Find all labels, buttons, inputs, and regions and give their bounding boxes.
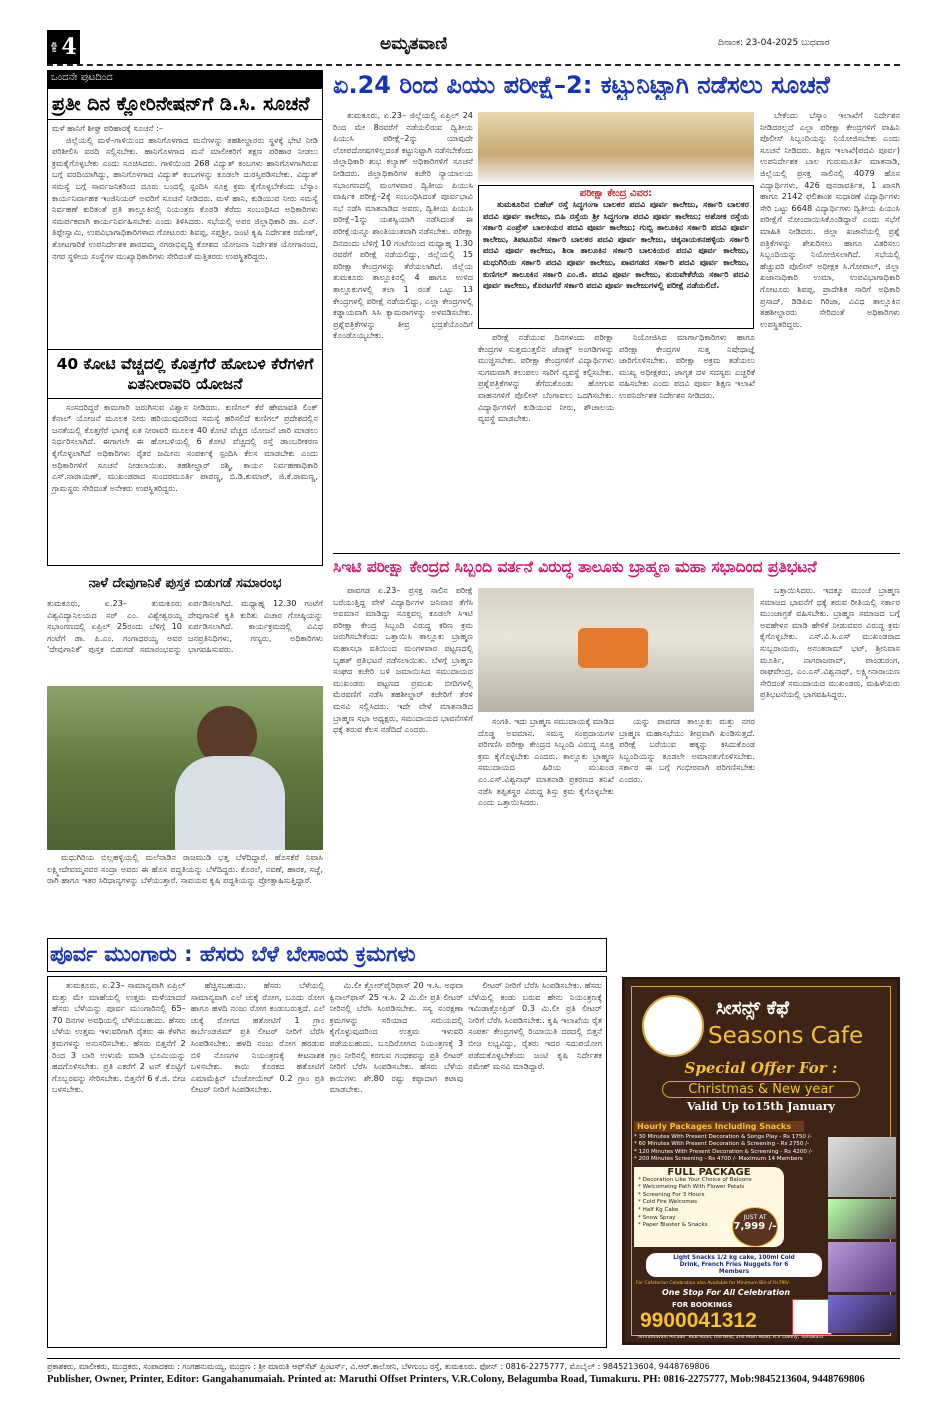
- masthead: ಅಮೃತವಾಣಿ: [380, 34, 448, 54]
- headline-book-release: ನಾಳೆ ದೇವುಗಾನಿಕೆ ಪುಸ್ತಕ ಬಿಡುಗಡೆ ಸಮಾರಂಭ: [88, 576, 282, 591]
- header-divider: [47, 64, 900, 66]
- full-package-item: * Screening For 3 Hours: [638, 1191, 705, 1198]
- hourly-package: * 60 Minutes With Present Decoration & Screening - Rs 2750 /-: [634, 1141, 810, 1148]
- article-body-chlorination: ಜಿಲ್ಲೆಯಲ್ಲಿ ಮಳೆ–ಗಾಳಿಯಿಂದ ಹಾನಿಗೊಳಗಾದ ಮನೆಗಳನ್ನು ತಹಶೀಲ್ದಾರರು ಸ್ಥಳಕ್ಕೆ ಭೇಟಿ ನೀಡಿ ಪರಿಶೀಲಿಸಿ ವರದಿ ಸಲ್ಲಿಸಬೇಕು. ಹಾನಿಗೊಳಗಾದ ಮನೆ ಮಾಲೀಕರಿಗೆ ತಕ್ಷಣ ಪರಿಹಾರ ನೀಡಲು ಕ್ರಮಕೈಗೊಳ್ಳಬೇಕು ಎಂದು ಸೂಚಿಸಿದರು. ಗಾಳಿಯಿಂದ 268 ವಿದ್ಯುತ್ ಕಂಬಗಳು ಹಾನಿಗೊಳಗಾಗಿರುವ ಬಗ್ಗೆ ವರದಿಯಾಗಿದ್ದು, ಹಾನಿಗೊಳಗಾದ ವಿದ್ಯುತ್ ಕಂಬಗಳನ್ನು ಕೂಡಲೇ ದುರಸ್ತಿಪಡಿಸಬೇಕು. ವಿದ್ಯುತ್ ಸಮಸ್ಯೆ ಬಗ್ಗೆ ಸಾರ್ವಜನಿಕರಿಂದ ದೂರು ಬಂದಲ್ಲಿ ಸ್ಪಂದಿಸಿ ಸೂಕ್ತ ಕ್ರಮ ಕೈಗೊಳ್ಳಬೇಕೆಂದು ಬೆಸ್ಕಾಂ ಕಾರ್ಯನಿರ್ವಾಹಕ ಇಂಜಿನಿಯರ್ ಅವರಿಗೆ ಸೂಚನೆ ನೀಡಿದರು. ಮಳೆ ಹಾನಿ, ಕುಡಿಯುವ ನೀರು ಸಮಸ್ಯೆ ನಿರ್ವಹಣೆ ಕುರಿತಂತೆ ಪ್ರತಿ ತಾಲ್ಲೂಕಿನಲ್ಲಿ ನಿಯಂತ್ರಣ ಕೊಠಡಿ ತೆರೆದು ಸಂಬಂಧಿಸಿದ ಅಧಿಕಾರಿಗಳು ಸಮರ್ಪಕವಾಗಿ ಕಾರ್ಯನಿರ್ವಹಿಸಬೇಕು ಎಂದು ತಿಳಿಸಿದರು. ಸಭೆಯಲ್ಲಿ ಅಪರ ಜಿಲ್ಲಾಧಿಕಾರಿ ಡಾ. ಎನ್. ತಿಪ್ಪೇಸ್ವಾಮಿ, ಉಪವಿಭಾಗಾಧಿಕಾರಿಗಳಾದ ಗೋಟೂರು ಶಿವಪ್ಪ, ಸಪ್ತಶ್ರೀ, ಜಂಟಿ ಕೃಷಿ ನಿರ್ದೇಶಕ ರಮೇಶ್, ತೋಟಗಾರಿಕೆ ಉಪನಿರ್ದೇಶಕ ಶಾರದಮ್ಮ ನಗರಾಭಿವೃದ್ಧಿ ಕೋಶದ ಯೋಜನಾ ನಿರ್ದೇಶಕ ಯೋಗಾನಂದ, ನಗರ ಸ್ಥಳೀಯ ಸಂಸ್ಥೆಗಳ ಮುಖ್ಯಾಧಿಕಾರಿಗಳು ಸೇರಿದಂತೆ ಮತ್ತಿತರರು ಉಪಸ್ಥಿತರಿದ್ದರು.: [52, 134, 318, 261]
- just-at-label: JUST AT: [743, 1214, 767, 1221]
- photo-protest: [478, 588, 754, 712]
- caption-title: ಪರೀಕ್ಷಾ ಕೇಂದ್ರ ವಿವರ:: [579, 188, 653, 199]
- article-body-irrigation: ಸಂಸದರಿದ್ದರೆ ಕಾಮಗಾರಿ ಜರುಗಿಸುವ ವಿಶ್ವಾಸ ನೀಡಿದರು. ಕುಣಿಗಲ್ ಕೆರೆ ಹೇಮಾವತಿ ಲಿಂಕ್ ಕೆನಾಲ್ ಯೋಜನೆ ಮೂಲಕ ನೀರು ಹರಿಯುವುದರಿಂದ ಸಮಸ್ಯೆ ಹರಿಸಲಿದೆ ಕುಣಿಗಲ್ ಪ್ರದೇಶದಲ್ಲಿನ ಜನತೆಯಲ್ಲಿ ಕೊತ್ತಗೆರೆ ಭಾಗಕ್ಕೆ ಏತ ನೀರಾವರಿ ಮೂಲಕ 40 ಕೋಟಿ ವೆಚ್ಚದ ಯೋಜನೆ ಜಾರಿ ಮಾಡಲು ನಿರ್ಧರಿಸಲಾಗಿದೆ. ಈಗಾಗಲೇ ಈ ಹೋಬಳಿಯಲ್ಲಿ 6 ಕೋಟಿ ವೆಚ್ಚದಲ್ಲಿ ರಸ್ತೆ ಡಾಂಬರೀಕರಣ ಕೈಗೊಳ್ಳಲಾಗಿದೆ ಅಧಿಕಾರಿಗಳು ರೈತರ ಜಮೀನು ಸಂಪರ್ಕಕ್ಕೆ ಸ್ಪಂದಿಸಿ ಕೆಲಸ ಮಾಡಬೇಕು ಎಂದು ಅಧಿಕಾರಿಗಳಿಗೆ ಸೂಚನೆ ನೀಡಲಾಯಿತು. ತಹಶೀಲ್ದಾರ್ ರಶ್ಮಿ, ಕಾರ್ಯ ನಿರ್ವಹಣಾಧಿಕಾರಿ ಎಸ್.ನಾರಾಯಣ್, ಮುಖಂಡರಾದ ಸುಂದರಮೂರ್ತಿ ಪಾಪಣ್ಣ, ಬಿ.ಡಿ.ಕುಮಾರ್, ಜಿ.ಕೆ.ರಾಮಣ್ಣ, ಗ್ರಾಮಸ್ಥರು ಸೇರಿದಂತೆ ಅನೇಕರು ಉಪಸ್ಥಿತರಿದ್ದರು.: [52, 401, 318, 493]
- page-label: ಪುಟ: [50, 41, 60, 53]
- photo-exam-meeting: [478, 112, 754, 182]
- caption-body: ತುಮಕೂರಿನ ಬಿಹೆಚ್ ರಸ್ತೆ ಸಿದ್ಧಗಂಗಾ ಬಾಲಕರ ಪದವಿ ಪೂರ್ವ ಕಾಲೇಜು, ಸರ್ಕಾರಿ ಬಾಲಕರ ಪದವಿ ಪೂರ್ವ ಕಾಲೇಜು, ಬಿಹಿ ರಸ್ತೆಯ ಶ್ರೀ ಸಿದ್ಧಗಂಗಾ ಪದವಿ ಪೂರ್ವ ಕಾಲೇಜು; ಅಶೋಕ ರಸ್ತೆಯ ಸರ್ಕಾರಿ ಎಂಪ್ರೆಸ್ ಬಾಲಕಿಯರ ಪದವಿ ಪೂರ್ವ ಕಾಲೇಜು; ಗುಬ್ಬಿ ತಾಲೂಕಿನ ಸರ್ಕಾರಿ ಪದವಿ ಪೂರ್ವ ಕಾಲೇಜು, ತಿಪಟೂರಿನ ಸರ್ಕಾರಿ ಬಾಲಕರ ಪದವಿ ಪೂರ್ವ ಕಾಲೇಜು, ಚಿಕ್ಕನಾಯಕನಹಳ್ಳಿಯ ಸರ್ಕಾರಿ ಪದವಿ ಪೂರ್ವ ಕಾಲೇಜು, ಶಿರಾ ತಾಲೂಕಿನ ಸರ್ಕಾರಿ ಬಾಲಕಿಯರ ಪದವಿ ಪೂರ್ವ ಕಾಲೇಜು, ಮಧುಗಿರಿಯ ಸರ್ಕಾರಿ ಪದವಿ ಪೂರ್ವ ಕಾಲೇಜು, ಪಾವಗಡದ ಸರ್ಕಾರಿ ಪದವಿ ಪೂರ್ವ ಕಾಲೇಜು, ಕುಣಿಗಲ್ ತಾಲೂಕಿನ ಸರ್ಕಾರಿ ಎಂ.ಜಿ. ಪದವಿ ಪೂರ್ವ ಕಾಲೇಜು, ತುರುವೇಕೆರೆಯ ಸರ್ಕಾರಿ ಪದವಿ ಪೂರ್ವ ಕಾಲೇಜು, ಕೊರಟಗೆರೆ ಸರ್ಕಾರಿ ಪದವಿ ಪೂರ್ವ ಕಾಲೇಜುಗಳಲ್ಲಿ ಪರೀಕ್ಷೆ ನಡೆಯಲಿದೆ.: [483, 199, 749, 291]
- article-body-pu-exam-col2b: ನಿಯೋಜಿಸಿದ ಮಾರ್ಗಾಧಿಕಾರಿಗಳು ಹಾಗೂ ಪರೀಕ್ಷಾ ಕೇಂದ್ರಗಳ ಸುತ್ತ ನಿಷೇಧಾಜ್ಞೆ ಜಾರಿಗೊಳಿಸಬೇಕು. ಪರೀಕ್ಷಾ ಅಕ್ರಮ ತಡೆಯಲು ಮುಖ್ಯ ಅಧೀಕ್ಷಕರು, ಜಾಗೃತ ದಳ ಸದಸ್ಯರು ಎಚ್ಚರಿಕೆ ವಹಿಸಬೇಕು ಎಂದು ಪದವಿ ಪೂರ್ವ ಶಿಕ್ಷಣ ಇಲಾಖೆ ಉಪನಿರ್ದೇಶಕ ನಿರ್ದೇಶನ ನೀಡಿದರು.: [619, 332, 755, 400]
- photo-caption-farmer: ಮಧುಗಿರಿಯ ಬಿಲ್ಲಹಳ್ಳಿಯಲ್ಲಿ ಮಲೆನಾಡಿನ ರಾಜಮುಡಿ ಭತ್ತ ಬೆಳೆದಿದ್ದಾರೆ. ಹೊಸಕೆರೆ ನಿವಾಸಿ ಲಕ್ಷ್ಮೀದೇವಮ್ಮನವರ ಸಂದ್ರಾ ಅವರು ಈ ಹೊಸ ಪದ್ಧತಿಯನ್ನು ಬೆಳೆದಿದ್ದರು. ಕೊರಲೆ, ನವಣೆ, ಹಾರಕ, ಸಜ್ಜೆ, ರಾಗಿ ಹಾಗೂ ಇತರ ಸಿರಿಧಾನ್ಯಗಳನ್ನು ಬೆಳೆಯುತ್ತಾರೆ. ಸಾವಯವ ಕೃಷಿ ಪದ್ಧತಿಯನ್ನು ಪ್ರೋತ್ಸಾಹಿಸುತ್ತಿದ್ದಾರೆ.: [47, 852, 323, 886]
- headline-chlorination: ಪ್ರತೀ ದಿನ ಕ್ಲೋರಿನೇಷನ್‌ಗೆ ಡಿ.ಸಿ. ಸೂಚನೆ: [48, 89, 322, 120]
- imprint-footer: [47, 1358, 900, 1385]
- article-subhead: ಮಳೆ ಹಾನಿಗೆ ಶೀಘ್ರ ಪರಿಹಾರಕ್ಕೆ ಸೂಚನೆ :–: [52, 123, 163, 133]
- full-package-item: * Welcomeing Path With Flower Petals: [638, 1184, 745, 1191]
- headline-green-gram: ಪೂರ್ವ ಮುಂಗಾರು : ಹೆಸರು ಬೆಳೆ ಬೇಸಾಯ ಕ್ರಮಗಳು: [47, 938, 607, 972]
- ad-photo-arch: [828, 1295, 896, 1333]
- hourly-package: * 30 Minutes With Present Decoration & Songs Play - Rs 1750 /-: [634, 1134, 812, 1140]
- full-package-title: FULL PACKAGE: [667, 1167, 751, 1178]
- photo-farmer-field: [47, 686, 323, 850]
- tagline: One Stop For All Celebration: [662, 1288, 791, 1297]
- issue-date: ದಿನಾಂಕ: 23-04-2025 ಬುಧವಾರ: [718, 38, 830, 48]
- article-body-book-release: ತುಮಕೂರು, ಏ.23– ತುಮಕೂರು ವಿಶ್ವವಿದ್ಯಾನಿಲಯದ ಸರ್ ಎಂ. ವಿಶ್ವೇಶ್ವರಯ್ಯ ಸಭಾಂಗಣದಲ್ಲಿ ಏಪ್ರಿಲ್ 25ರಂದು ಬೆಳಿಗ್ಗೆ 10 ಗಂಟೆಗೆ ಡಾ. ಪಿ.ಎಂ. ಗಂಗಾಧರಯ್ಯ ಅವರ 'ದೇವುಗಾನಿಕೆ' ಪುಸ್ತಕ ಬಿಡುಗಡೆ ಸಮಾರಂಭವನ್ನು ಏರ್ಪಡಿಸಲಾಗಿದೆ. ಮಧ್ಯಾಹ್ನ 12.30 ಗಂಟೆಗೆ ದೇವುಗಾನಿಕೆ ಕೃತಿ ಕುರಿತು ವಿಚಾರ ಗೋಷ್ಠಿಯನ್ನು ಏರ್ಪಡಿಸಲಾಗಿದೆ. ಕಾರ್ಯಕ್ರಮದಲ್ಲಿ ವಿವಿಧ ಜನಪ್ರತಿನಿಧಿಗಳು, ಗಣ್ಯರು, ಅಧಿಕಾರಿಗಳು ಭಾಗವಹಿಸುವರು.: [47, 598, 323, 655]
- article-body-green-gram: [47, 976, 607, 1348]
- cafeteria-note: For Cafeterian Celebration also Available for Minimum Bill of Rs790/-: [636, 1281, 791, 1286]
- hourly-package: * 200 Minutes Screening - Rs 4700 /- Maximum 14 Members: [634, 1156, 803, 1163]
- full-package-item: * Half Kg Cake: [638, 1206, 679, 1213]
- article-body-protest-col1: ಪಾವಗಡ ಏ.23– ಪ್ರಸಕ್ತ ಸಾಲಿನ ಪರೀಕ್ಷೆ ಬರೆಯುತ್ತಿದ್ದ ವೇಳೆ ವಿದ್ಯಾರ್ಥಿಗಳ ಜನಿವಾರ ತೆಗೆಸಿ ಅವಮಾನ ಮಾಡಿದ್ದು ಸೂಕ್ತವಲ್ಲ ಕೂಡಲೇ ಸಿಇಟಿ ಪರೀಕ್ಷಾ ಕೇಂದ್ರ ಸಿಬ್ಬಂದಿ ವಿರುದ್ಧ ಕಠಿಣ ಕ್ರಮ ಜರುಗಿಸಬೇಕೆಂದು ಒತ್ತಾಯಿಸಿ ತಾಲ್ಲೂಕು ಬ್ರಾಹ್ಮಣ ಮಹಾಸಭಾ ವತಿಯಿಂದ ಮಂಗಳವಾರ ಪಟ್ಟಣದಲ್ಲಿ ಬೃಹತ್ ಪ್ರತಿಭಟನೆ ನಡೆಸಲಾಯಿತು. ಬೆಳಗ್ಗೆ ಬ್ರಾಹ್ಮಣ ಸಂಘದ ಕಚೇರಿ ಬಳಿ ಜಮಾಯಿಸಿದ ಸಮುದಾಯದ ಮುಖಂಡರು ಪಟ್ಟಣದ ಪ್ರಮುಖ ಬೀದಿಗಳಲ್ಲಿ ಮೆರವಣಿಗೆ ನಡೆಸಿ ತಹಶೀಲ್ದಾರ್ ಕಚೇರಿಗೆ ತೆರಳಿ ಮನವಿ ಸಲ್ಲಿಸಿದರು. ಇದೇ ವೇಳೆ ಮಾತನಾಡಿದ ಬ್ರಾಹ್ಮಣ ಸಭಾ ಅಧ್ಯಕ್ಷರು, ಸಮುದಾಯದ ಭಾವನೆಗಳಿಗೆ ಧಕ್ಕೆ ತರುವ ಕೆಲಸ ನಡೆದಿದೆ ಎಂದರು.: [333, 585, 473, 735]
- article-body-pu-exam-col3: ಬೇಕೆಂದು ಬೆಸ್ಕಾಂ ಇಲಾಖೆಗೆ ನಿರ್ದೇಶನ ನೀಡಿದರಲ್ಲದೆ ಎಲ್ಲಾ ಪರೀಕ್ಷಾ ಕೇಂದ್ರಗಳಿಗೆ ವಾಹಿನಿ ಪೊಲೀಸ್ ಸಿಬ್ಬಂದಿಯನ್ನು ನಿಯೋಜಿಸಬೇಕು ಎಂದು ಸೂಚನೆ ನೀಡಿದರು. ಶಿಕ್ಷಣ ಇಲಾಖೆ(ಪದವಿ ಪೂರ್ವ) ಉಪನಿರ್ದೇಶಕ ಬಾಲ ಗುರುಮೂರ್ತಿ ಮಾತನಾಡಿ, ಜಿಲ್ಲೆಯಲ್ಲಿ ಪ್ರಸಕ್ತ ಸಾಲಿನಲ್ಲಿ 4079 ಹೊಸ ವಿದ್ಯಾರ್ಥಿಗಳು, 426 ಪುನರಾವರ್ತಿತ, 1 ಖಾಸಗಿ ಹಾಗೂ 2142 ಫಲಿತಾಂಶ ಸುಧಾರಣೆ ವಿದ್ಯಾರ್ಥಿಗಳು ಸೇರಿ ಒಟ್ಟು 6648 ವಿದ್ಯಾರ್ಥಿಗಳು ದ್ವಿತೀಯ ಪಿಯುಸಿ ಪರೀಕ್ಷೆಗೆ ನೋಂದಾಯಿಸಿಕೊಂಡಿದ್ದಾರೆ ಎಂದು ಸಭೆಗೆ ಮಾಹಿತಿ ನೀಡಿದರು. ಜಿಲ್ಲಾ ಖಜಾನೆಯಲ್ಲಿ ಪ್ರಶ್ನೆ ಪತ್ರಿಕೆಗಳನ್ನು ಶೇಖರಿಸಲು ಹಾಗೂ ವಿತರಿಸಲು ಸಿಬ್ಬಂದಿಯನ್ನು ನಿಯೋಜಿಸಲಾಗಿದೆ. ಸಭೆಯಲ್ಲಿ ಹೆಚ್ಚುವರಿ ಪೊಲೀಸ್ ಅಧೀಕ್ಷಕ ಸಿ.ಗೋಪಾಲ್, ಜಿಲ್ಲಾ ಖಜಾನಾಧಿಕಾರಿ ಉಮಾ, ಉಪವಿಭಾಗಾಧಿಕಾರಿ ಗೋಟೂರು ಶಿವಪ್ಪ, ಪ್ರಾದೇಶಿಕ ಸಾರಿಗೆ ಅಧಿಕಾರಿ ಪ್ರಸಾದ್, ಡಿಡಿಪಿಐ ಗಿರಿಜಾ, ವಿವಿಧ ತಾಲ್ಲೂಕಿನ ತಹಶೀಲ್ದಾರರು ಸೇರಿದಂತೆ ಅಧಿಕಾರಿಗಳು ಉಪಸ್ಥಿತರಿದ್ದರು.: [760, 110, 900, 329]
- bookings-label: FOR BOOKINGS: [672, 1301, 733, 1309]
- article-body-protest-col2b: ಯನ್ನು ಪಾವಗಡ ತಾಲ್ಲೂಕು ಮತ್ತು ನಗರ ಬ್ರಾಹ್ಮಣ ಮಹಾಸಭೆಯು ತೀವ್ರವಾಗಿ ಖಂಡಿಸುತ್ತದೆ. ಪರೀಕ್ಷೆ ಬರೆಯುವ ಹಕ್ಕನ್ನು ಕಸಿದುಕೊಂಡ ಸಿಬ್ಬಂದಿಯನ್ನು ಕೂಡಲೇ ಅಮಾನತುಗೊಳಿಸಬೇಕು. ಸರ್ಕಾರ ಈ ಬಗ್ಗೆ ಗಂಭೀರವಾಗಿ ಪರಿಗಣಿಸಬೇಕು ಎಂದರು.: [619, 716, 755, 784]
- article-box-chlorination: [47, 88, 323, 566]
- price-badge: [732, 1207, 778, 1247]
- ad-photo-room: [828, 1199, 896, 1239]
- cafe-address: "Amruthavani Arcade" KEB Road, Old NH4, 2nd Main Road, R.V Colony, Tumakuru: [636, 1335, 824, 1340]
- article-col: ತುಮಕೂರು, ಏ.23– ಸಾಮಾನ್ಯವಾಗಿ ಏಪ್ರಿಲ್ ಮತ್ತು ಮೇ ಮಾಹೆಯಲ್ಲಿ ಉತ್ತಮ ಮಳೆಯಾದರೆ ಹೆಸರು ಬೆಳೆಯನ್ನು ಪೂರ್ವ ಮುಂಗಾರಿನಲ್ಲಿ 65–70 ದಿನಗಳ ಅವಧಿಯಲ್ಲಿ ಬೆಳೆಯಬಹುದು. ಹೆಸರು ಬೆಳೆಯ ಉತ್ತಮ ಇಳುವರಿಗಾಗಿ ರೈತರು ಈ ಕೆಳಗಿನ ಕ್ರಮಗಳನ್ನು ಅನುಸರಿಸಬೇಕು. ಹೆಸರು ಬಿತ್ತನೆಗೆ 2 ರಿಂದ 3 ಬಾರಿ ಉಳುಮೆ ಮಾಡಿ ಭೂಮಿಯನ್ನು ಹದಗೊಳಿಸಬೇಕು. ಪ್ರತಿ ಎಕರೆಗೆ 2 ಟನ್ ಕೊಟ್ಟಿಗೆ ಗೊಬ್ಬರವನ್ನು ಸೇರಿಸಬೇಕು. ಬಿತ್ತನೆಗೆ 6 ಕೆ.ಜಿ. ಬೀಜ ಬಳಸಬೇಕು.: [52, 980, 186, 1095]
- imprint-kannada: ಪ್ರಕಾಶಕರು, ಮಾಲೀಕರು, ಮುದ್ರಕರು, ಸಂಪಾದಕರು : ಗಂಗಹನುಮಯ್ಯ, ಮುದ್ರಣ : ಶ್ರೀ ಮಾರುತಿ ಆಫ್‌ಸೆಟ್ ಪ್ರಿಂಟರ್ಸ್, ವಿ.ಆರ್.ಕಾಲೋನಿ, ಬೆಳಗುಂಬ ರಸ್ತೆ, ತುಮಕೂರು. ಫೋನ್ : 0816-2275777, ಮೊಬೈಲ್ : 9845213604, 9448769806: [47, 1362, 710, 1371]
- cafe-name-kannada: ಸೀಸನ್ಸ್ ಕೆಫೆ: [716, 997, 790, 1019]
- ad-photo-balloons: [828, 1242, 896, 1292]
- article-body-pu-exam-col1: ತುಮಕೂರು, ಏ.23– ಜಿಲ್ಲೆಯಲ್ಲಿ ಏಪ್ರಿಲ್ 24 ರಿಂದ ಮೇ 8ರವರೆಗೆ ನಡೆಯಲಿರುವ ದ್ವಿತೀಯ ಪಿಯುಸಿ ಪರೀಕ್ಷೆ–2ನ್ನು ಯಾವುದೇ ಲೋಪದೋಷಗಳಿಲ್ಲದಂತೆ ಕಟ್ಟುನಿಟ್ಟಾಗಿ ನಡೆಸಬೇಕೆಂದು ಜಿಲ್ಲಾಧಿಕಾರಿ ಶುಭ ಕಲ್ಯಾಣ್ ಅಧಿಕಾರಿಗಳಿಗೆ ಸೂಚನೆ ನೀಡಿದರು. ಜಿಲ್ಲಾಧಿಕಾರಿಗಳ ಕಚೇರಿ ನ್ಯಾಯಾಲಯ ಸಭಾಂಗಣದಲ್ಲಿ ಮಂಗಳವಾರ ದ್ವಿತೀಯ ಪಿಯುಸಿ ವಾರ್ಷಿಕ ಪರೀಕ್ಷೆ–2ಕ್ಕೆ ಸಂಬಂಧಿಸಿದಂತೆ ಪೂರ್ವಭಾವಿ ಸಭೆ ನಡೆಸಿ ಮಾತನಾಡಿದ ಅವರು, ದ್ವಿತೀಯ ಪಿಯುಸಿ ಪರೀಕ್ಷೆ–1ನ್ನು ಯಶಸ್ವಿಯಾಗಿ ನಡೆಸಿದಂತೆ ಈ ಪರೀಕ್ಷೆಯನ್ನೂ ಶಾಂತಿಯುತವಾಗಿ ನಡೆಸಬೇಕು. ಪರೀಕ್ಷಾ ದಿನದಂದು ಬೆಳಿಗ್ಗೆ 10 ಗಂಟೆಯಿಂದ ಮಧ್ಯಾಹ್ನ 1.30 ರವರೆಗೆ ಪರೀಕ್ಷೆ ನಡೆಯಲಿದ್ದು, ಜಿಲ್ಲೆಯಲ್ಲಿ 15 ಪರೀಕ್ಷಾ ಕೇಂದ್ರಗಳನ್ನು ತೆರೆಯಲಾಗಿದೆ. ಜಿಲ್ಲೆಯ ತುಮಕೂರು ತಾಲ್ಲೂಕಿನಲ್ಲಿ 4 ಹಾಗೂ ಉಳಿದ ತಾಲ್ಲೂಕುಗಳಲ್ಲಿ ತಲಾ 1 ರಂತೆ ಒಟ್ಟು 13 ಕೇಂದ್ರಗಳಲ್ಲಿ ಪರೀಕ್ಷೆ ನಡೆಯಲಿದ್ದು, ಎಲ್ಲಾ ಕೇಂದ್ರಗಳಲ್ಲಿ ಕಡ್ಡಾಯವಾಗಿ ಸಿಸಿ ಕ್ಯಾಮರಾಗಳನ್ನು ಅಳವಡಿಸಬೇಕು. ಪ್ರಶ್ನೆಪತ್ರಿಕೆಗಳನ್ನು ತೀವ್ರ ಭದ್ರತೆಯೊಂದಿಗೆ ಕೊಂಡೊಯ್ಯಬೇಕು.: [333, 110, 473, 341]
- validity: Valid Up to15th January: [687, 1100, 835, 1113]
- cafe-logo: [642, 995, 704, 1057]
- hourly-packages-title: Hourly Packages Including Snacks: [634, 1121, 804, 1132]
- special-offer: Special Offer For :: [684, 1059, 838, 1077]
- ad-photo-decor: [828, 1137, 896, 1197]
- full-package-item: * Cold Fire Welcomes: [638, 1199, 698, 1206]
- full-package-item: * Snow Spray: [638, 1214, 676, 1221]
- article-body-protest-col2: ಸಂಗತಿ. ಇದು ಬ್ರಾಹ್ಮಣ ಸಮುದಾಯಕ್ಕೆ ಮಾಡಿದ ದೊಡ್ಡ ಅವಮಾನ. ಸಮಸ್ತ ಸಂಪ್ರದಾಯಗಳ ಪರಿಗಣಿಸಿ ಪರೀಕ್ಷಾ ಕೇಂದ್ರದ ಸಿಬ್ಬಂದಿ ವಿರುದ್ಧ ಸೂಕ್ತ ಕ್ರಮ ಕೈಗೊಳ್ಳಬೇಕು ಎಂದರು. ತಾಲ್ಲೂಕು ಬ್ರಾಹ್ಮಣ ಸಮುದಾಯದ ಹಿರಿಯ ಮುಖಂಡ ಎಂ.ಎಸ್.ವಿಶ್ವನಾಥ್ ಮಾತನಾಡಿ ಪ್ರಕರಣದ ತನಿಖೆ ನಡೆಸಿ ತಪ್ಪಿತಸ್ಥರ ವಿರುದ್ಧ ಶಿಸ್ತು ಕ್ರಮ ಕೈಗೊಳ್ಳಬೇಕು ಎಂದು ಒತ್ತಾಯಿಸಿದರು.: [478, 716, 614, 808]
- page-number-badge: [47, 30, 80, 64]
- imprint-english: Publisher, Owner, Printer, Editor: Gangahanumaiah. Printed at: Maruthi Offset Printers, V.R.Colony, Belagumba Road, Tumakuru. PH: 0816-2275777, Mob:9845213604, 9448769806: [47, 1374, 865, 1385]
- headline-cet-protest: ಸಿಇಟಿ ಪರೀಕ್ಷಾ ಕೇಂದ್ರದ ಸಿಬ್ಬಂದಿ ವರ್ತನೆ ವಿರುದ್ಧ ತಾಲೂಕು ಬ್ರಾಹ್ಮಣ ಮಹಾ ಸಭಾದಿಂದ ಪ್ರತಿಭಟನೆ: [333, 553, 900, 580]
- continued-label: ಒಂದನೇ ಪುಟದಿಂದ: [47, 70, 323, 88]
- snacks-offer: Light Snacks 1/2 kg cake, 100ml Cold Drink, French Fries Nuggets for 6 Members: [646, 1253, 822, 1277]
- package-price: 7,999 /-: [733, 1221, 777, 1232]
- exam-centre-caption-box: [478, 185, 754, 329]
- full-package-item: * Decoration Like Your Choice of Baloons: [638, 1176, 752, 1183]
- cafe-name: Seasons Cafe: [708, 1023, 864, 1049]
- article-body-pu-exam-col2a: ಪರೀಕ್ಷೆ ನಡೆಯುವ ದಿನಗಳಂದು ಪರೀಕ್ಷಾ ಕೇಂದ್ರಗಳ ಸುತ್ತಮುತ್ತಲಿನ ಜೆರಾಕ್ಸ್ ಅಂಗಡಿಗಳನ್ನು ಮುಚ್ಚಿಸಬೇಕು. ಪರೀಕ್ಷಾ ಕೇಂದ್ರಗಳಿಗೆ ವಿದ್ಯಾರ್ಥಿಗಳು ಸುಗಮವಾಗಿ ತಲುಪಲು ಸಾರಿಗೆ ವ್ಯವಸ್ಥೆ ಕಲ್ಪಿಸಬೇಕು. ಪ್ರಶ್ನೆಪತ್ರಿಕೆಗಳನ್ನು ತೆಗೆದುಕೊಂಡು ಹೋಗುವ ವಾಹನಗಳಿಗೆ ಪೊಲೀಸ್ ಬೆಂಗಾವಲು ಒದಗಿಸಬೇಕು. ವಿದ್ಯಾರ್ಥಿಗಳಿಗೆ ಕುಡಿಯುವ ನೀರು, ಶೌಚಾಲಯ ವ್ಯವಸ್ಥೆ ಮಾಡಬೇಕು.: [478, 332, 614, 424]
- full-package-item: * Paper Blaster & Snacks: [638, 1222, 708, 1229]
- article-col: ಹೆಚ್ಚಿಸಬಹುದು. ಹೆಸರು ಬೆಳೆಯಲ್ಲಿ ಸಾಮಾನ್ಯವಾಗಿ ಎಲೆ ಚುಕ್ಕೆ ರೋಗ, ಬೂದು ರೋಗ ಹಾಗೂ ಹಳದಿ ನಂಜು ರೋಗ ಕಂಡುಬರುತ್ತದೆ. ಎಲೆ ಚುಕ್ಕೆ ರೋಗದ ಹತೋಟಿಗೆ 1 ಗ್ರಾಂ ಕಾರ್ಬೆಂಡಜಿಮ್ ಪ್ರತಿ ಲೀಟರ್ ನೀರಿಗೆ ಬೆರೆಸಿ ಸಿಂಪಡಿಸಬೇಕು. ಹಳದಿ ನಂಜು ರೋಗ ಹರಡುವ ಬಿಳಿ ನೊಣಗಳ ನಿಯಂತ್ರಣಕ್ಕೆ ಕೀಟನಾಶಕ ಬಳಸಬೇಕು. ಕಾಯಿ ಕೊರಕದ ಹತೋಟಿಗೆ ಎಮಾಮೆಕ್ಟಿನ್ ಬೆಂಜೋಯೇಟ್ 0.2 ಗ್ರಾಂ ಪ್ರತಿ ಲೀಟರ್ ನೀರಿಗೆ ಸಿಂಪಡಿಸಬೇಕು.: [190, 980, 325, 1095]
- article-col: ಲೀಟರ್ ನೀರಿಗೆ ಬೆರೆಸಿ ಸಿಂಪಡಿಸಬೇಕು. ಹೆಸರು ಬೆಳೆಯಲ್ಲಿ ಕಂಡು ಬರುವ ಹೇನು ನಿಯಂತ್ರಣಕ್ಕೆ ಇಮಿಡಾಕ್ಲೋಪ್ರಿಡ್ 0.3 ಮಿ.ಲೀ ಪ್ರತಿ ಲೀಟರ್ ನೀರಿಗೆ ಬೆರೆಸಿ ಸಿಂಪಡಿಸಬೇಕು. ಕೃಷಿ ಇಲಾಖೆಯ ರೈತ ಸಂಪರ್ಕ ಕೇಂದ್ರಗಳಲ್ಲಿ ರಿಯಾಯಿತಿ ದರದಲ್ಲಿ ಬಿತ್ತನೆ ಬೀಜ ಲಭ್ಯವಿದ್ದು, ರೈತರು ಇದರ ಸದುಪಯೋಗ ಪಡೆದುಕೊಳ್ಳಬೇಕೆಂದು ಜಂಟಿ ಕೃಷಿ ನಿರ್ದೇಶಕ ರಮೇಶ್ ಮನವಿ ಮಾಡಿದ್ದಾರೆ.: [468, 980, 602, 1072]
- page-number: 4: [61, 34, 77, 60]
- qr-code: [792, 1299, 832, 1335]
- booking-phone: 9900041312: [640, 1309, 757, 1332]
- article-body-protest-col3: ಒತ್ತಾಯಿಸಿದರು. ಇದಕ್ಕೂ ಮುಂಚೆ ಬ್ರಾಹ್ಮಣ ಸಮಾಜದ ಭಾವನೆಗೆ ಧಕ್ಕೆ ತರುವ ರೀತಿಯಲ್ಲಿ ಸರ್ಕಾರ ಮುಂಜಾಗ್ರತೆ ವಹಿಸಬೇಕು. ಬ್ರಾಹ್ಮಣ ಸಮಾಜದ ಬಗ್ಗೆ ಅವಹೇಳನ ಮಾಡಿ ಹೇಳಿಕೆ ನೀಡುವವರ ವಿರುದ್ಧ ಕ್ರಮ ಕೈಗೊಳ್ಳಬೇಕು. ಎಸ್.ವಿ.ಸಿ.ಎಸ್ ಮುಖಂಡರಾದ ಸುಬ್ಬರಾಯರು, ಅನಂತರಾಮ್ ಭಟ್, ಶ್ರೀನಿವಾಸ ಮೂರ್ತಿ, ನಾಗರಾಜರಾವ್, ಪಾಂಡುರಂಗ, ರಾಘವೇಂದ್ರ, ಎಂ.ಎಸ್.ವಿಶ್ವನಾಥ್, ಲಕ್ಷ್ಮೀನಾರಾಯಣ ಸೇರಿದಂತೆ ಸಮುದಾಯದ ಮುಖಂಡರು, ಮಹಿಳೆಯರು ಪ್ರತಿಭಟನೆಯಲ್ಲಿ ಭಾಗವಹಿಸಿದ್ದರು.: [760, 585, 900, 700]
- seasons-cafe-advertisement: [622, 977, 900, 1345]
- hourly-package: * 120 Minutes With Present Decoration & Screening - Rs 4200 /-: [634, 1148, 813, 1155]
- headline-pu-exam: ಏ.24 ರಿಂದ ಪಿಯು ಪರೀಕ್ಷೆ–2: ಕಟ್ಟುನಿಟ್ಟಾಗಿ ನಡೆಸಲು ಸೂಚನೆ: [333, 71, 830, 99]
- occasion: Christmas & New year: [662, 1081, 860, 1098]
- article-col: ಮಿ.ಲೀ ಕ್ಲೋರ್‌ಪೈರಿಫಾಸ್ 20 ಇ.ಸಿ. ಅಥವಾ ಕ್ವಿನಾಲ್‌ಫಾಸ್ 25 ಇ.ಸಿ. 2 ಮಿ.ಲೀ ಪ್ರತಿ ಲೀಟರ್ ನೀರಿನಲ್ಲಿ ಬೆರೆಸಿ ಸಿಂಪಡಿಸಬೇಕು. ಸಸ್ಯ ಸಂರಕ್ಷಣಾ ಕ್ರಮಗಳನ್ನು ಸರಿಯಾದ ಸಮಯದಲ್ಲಿ ಕೈಗೊಳ್ಳುವುದರಿಂದ ಉತ್ತಮ ಇಳುವರಿ ಪಡೆಯಬಹುದು. ಬೂದಿರೋಗದ ನಿಯಂತ್ರಣಕ್ಕೆ 3 ಗ್ರಾಂ ನೀರಿನಲ್ಲಿ ಕರಗುವ ಗಂಧಕವನ್ನು ಪ್ರತಿ ಲೀಟರ್ ನೀರಿಗೆ ಬೆರೆಸಿ ಸಿಂಪಡಿಸಬೇಕು. ಹೆಸರು ಬೆಳೆಯ ಕಾಯಿಗಳು ಶೇ.80 ರಷ್ಟು ಕಪ್ಪಾದಾಗ ಕಟಾವು ಮಾಡಬೇಕು.: [329, 980, 464, 1095]
- headline-irrigation: 40 ಕೋಟಿ ವೆಚ್ಚದಲ್ಲಿ ಕೊತ್ತಗೆರೆ ಹೋಬಳಿ ಕೆರೆಗಳಿಗೆ ಏತನೀರಾವರಿ ಯೋಜನೆ: [48, 349, 322, 399]
